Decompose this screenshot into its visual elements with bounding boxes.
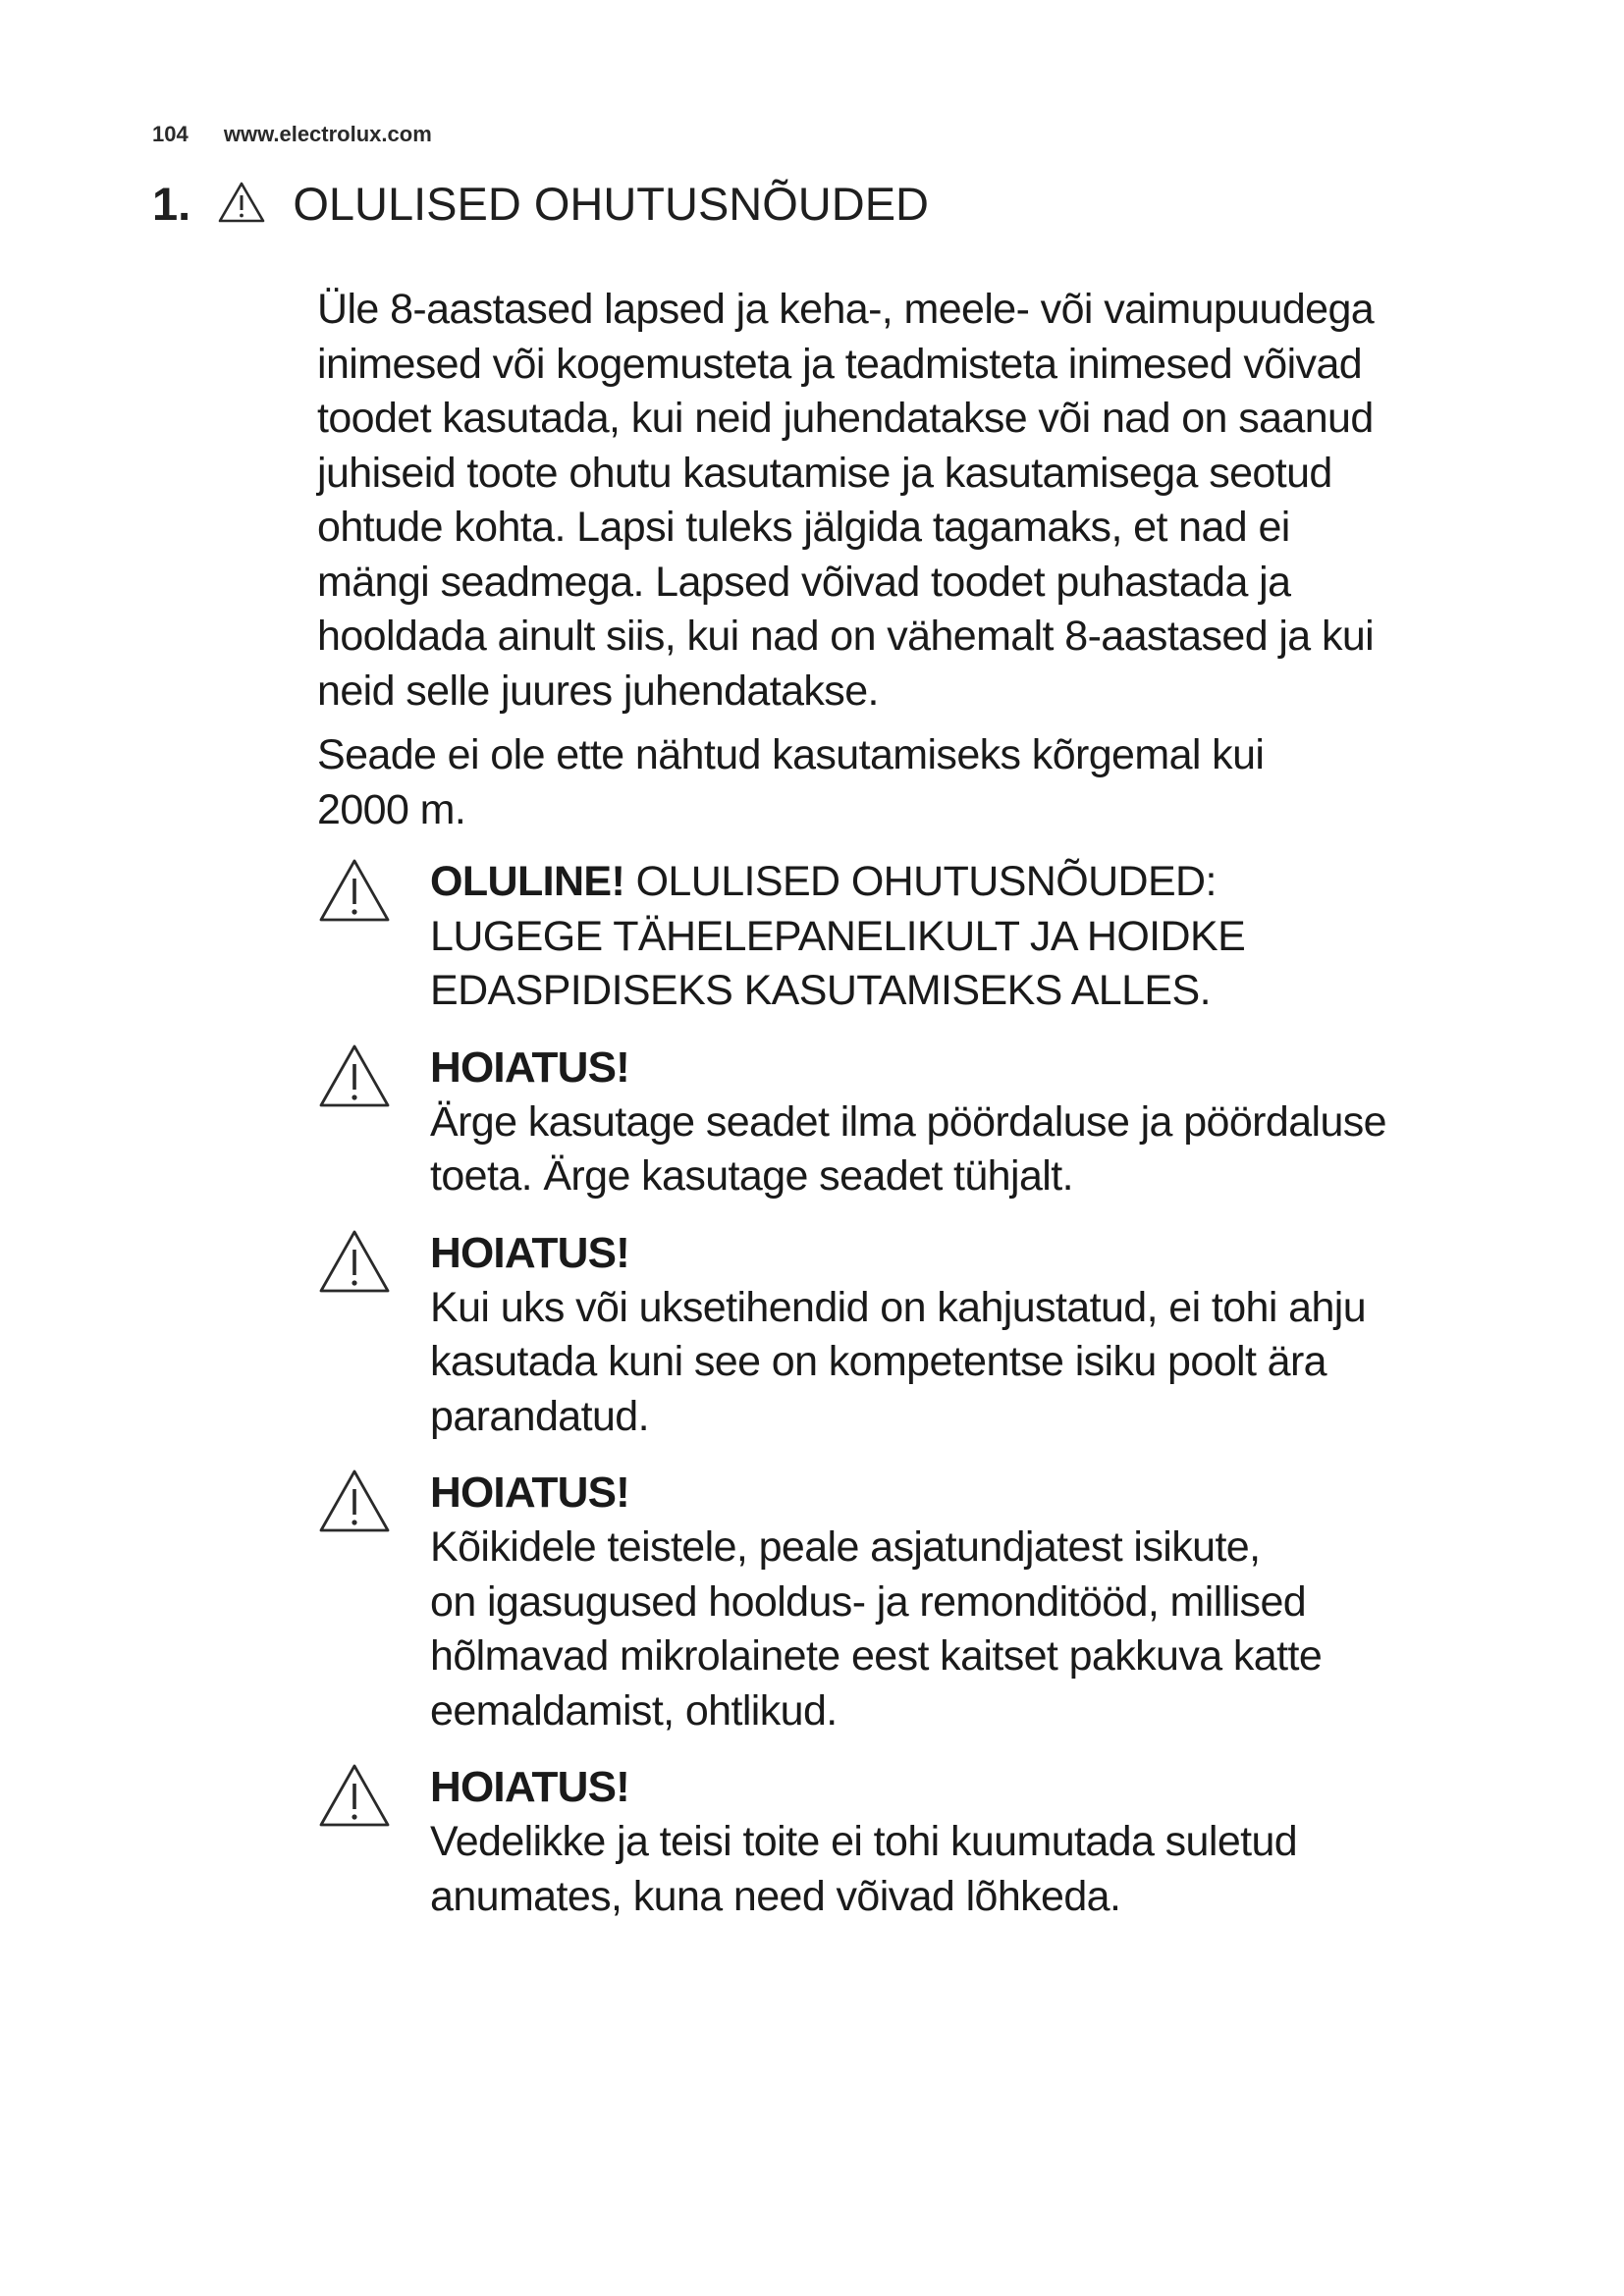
- text-line: toodet kasutada, kui neid juhendatakse või nad on saanud: [317, 395, 1374, 442]
- text-line: Vedelikke ja teisi toite ei tohi kuumutada suletud: [430, 1818, 1298, 1865]
- warning-title: HOIATUS!: [430, 1042, 629, 1092]
- warning-block: [317, 1760, 1535, 1924]
- text-line: Ärge kasutage seadet ilma pöördaluse ja pöördaluse: [430, 1097, 1386, 1146]
- section-title: OLULISED OHUTUSNÕUDED: [293, 178, 929, 230]
- text-line: mängi seadmega. Lapsed võivad toodet puhastada ja: [317, 558, 1291, 606]
- warning-title: HOIATUS!: [430, 1763, 629, 1811]
- text-line: juhiseid toote ohutu kasutamise ja kasutamisega seotud: [317, 449, 1332, 497]
- text-line: neid selle juures juhendatakse.: [317, 667, 879, 715]
- warning-triangle-icon: [317, 1228, 392, 1297]
- important-notice: [317, 855, 1535, 1019]
- warning-block: [317, 1466, 1535, 1738]
- text-line: inimesed või kogemusteta ja teadmisteta inimesed võivad: [317, 340, 1363, 388]
- website-url[interactable]: www.electrolux.com: [223, 122, 432, 146]
- text-line: toeta. Ärge kasutage seadet tühjalt.: [430, 1152, 1073, 1200]
- page-header: [152, 122, 432, 147]
- text-line: kasutada kuni see on kompetentse isiku poolt ära: [430, 1338, 1327, 1385]
- section-heading: [152, 177, 929, 232]
- text-line: Üle 8-aastased lapsed ja keha-, meele- või vaimupuudega: [317, 286, 1375, 333]
- warning-triangle-icon: [317, 857, 392, 926]
- intro-paragraph-1: [317, 283, 1535, 719]
- warning-triangle-icon: [317, 1468, 392, 1536]
- important-line-3: EDASPIDISEKS KASUTAMISEKS ALLES.: [430, 967, 1211, 1014]
- text-line: hooldada ainult siis, kui nad on vähemalt 8-aastased ja kui: [317, 613, 1375, 660]
- text-line: Kõikidele teistele, peale asjatundjatest isikute,: [430, 1523, 1261, 1571]
- important-line-2: LUGEGE TÄHELEPANELIKULT JA HOIDKE: [430, 912, 1246, 960]
- section-number: 1.: [152, 178, 191, 230]
- text-line: Seade ei ole ette nähtud kasutamiseks kõrgemal kui: [317, 731, 1265, 778]
- main-content: [317, 283, 1535, 1924]
- warning-triangle-icon: [317, 1042, 392, 1111]
- important-line-1-text: OLULISED OHUTUSNÕUDED:: [624, 858, 1217, 905]
- text-line: parandatud.: [430, 1392, 649, 1440]
- warning-triangle-icon: [317, 1762, 392, 1831]
- important-line-1: [430, 855, 1535, 910]
- text-line: hõlmavad mikrolainete eest kaitset pakkuva katte: [430, 1632, 1323, 1680]
- text-line: eemaldamist, ohtlikud.: [430, 1686, 838, 1735]
- important-label: OLULINE!: [430, 858, 625, 905]
- text-line: Kui uks või uksetihendid on kahjustatud, ei tohi ahju: [430, 1283, 1367, 1331]
- warning-block: [317, 1041, 1535, 1204]
- text-line: anumates, kuna need võivad lõhkeda.: [430, 1872, 1121, 1920]
- text-line: 2000 m.: [317, 785, 466, 833]
- warning-triangle-icon: [217, 181, 266, 224]
- warning-title: HOIATUS!: [430, 1228, 629, 1277]
- page-number: 104: [152, 122, 189, 146]
- text-line: ohtude kohta. Lapsi tuleks jälgida tagamaks, et nad ei: [317, 504, 1290, 551]
- warning-block: [317, 1226, 1535, 1445]
- warning-title: HOIATUS!: [430, 1468, 629, 1517]
- intro-paragraph-2: [317, 728, 1535, 837]
- text-line: on igasugused hooldus- ja remonditööd, millised: [430, 1577, 1307, 1626]
